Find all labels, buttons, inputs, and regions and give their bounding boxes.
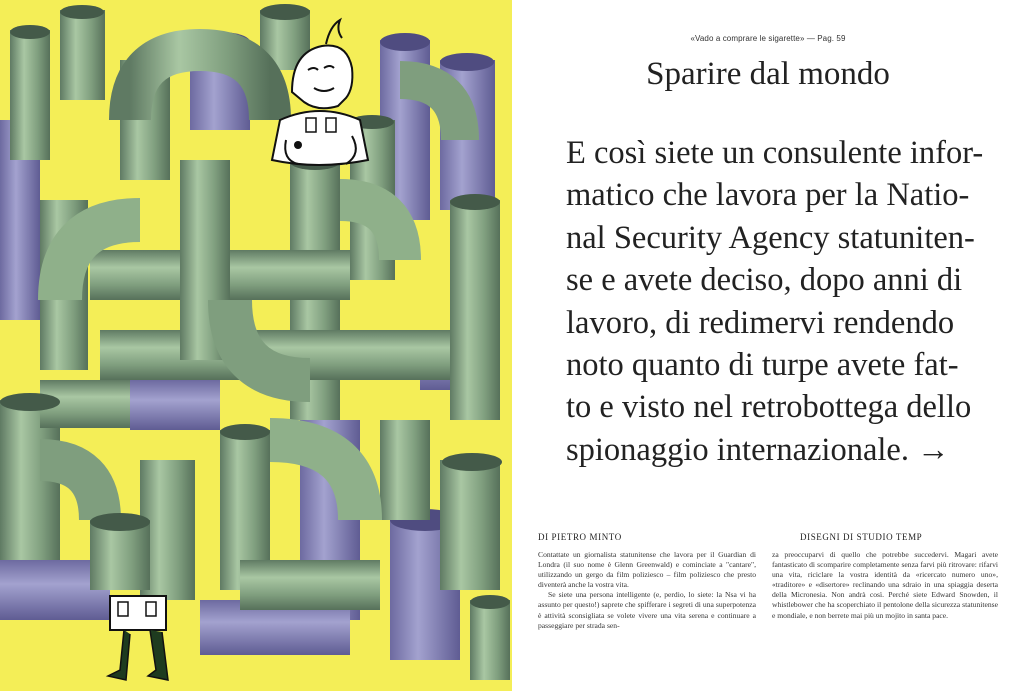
running-head: «Vado a comprare le sigarette» — Pag. 59: [690, 34, 846, 43]
body-paragraph: za preoccuparvi di quello che potrebbe succedervi. Magari avete fantasticato di scomparire completamente senza farvi più ritrovare: rifarvi una vita, riciclare la vostra identità da «ricercato numero uno», «traditore» e «disertore» reclinando una sdraio in una spiaggia deserta della Micronesia. Non andrà così. Perché siete Edward Snowden, il whistlebower che ha scoperchiato il pentolone della sicurezza statunitense e mondiale, e non berrete mai più un mojito in santa pace.: [772, 550, 998, 620]
lede-line: E così siete un consulente infor-: [566, 135, 984, 171]
lede-line: to e visto nel retrobottega dello: [566, 389, 972, 426]
article-lede: [566, 132, 1006, 471]
body-paragraph: Se siete una persona intelligente (e, perdio, lo siete: la Nsa vi ha assunto per questo!) saprete che spifferare i segreti di una superpotenza è attività sconsigliata se volete vivere una vita serena e continuare a passeggiare per strada sen-: [538, 590, 756, 630]
lede-line: se e avete deciso, dopo anni di: [566, 262, 963, 299]
body-column-1: [538, 550, 756, 631]
body-paragraph: Contattate un giornalista statunitense che lavora per il Guardian di Londra (il suo nome è Glenn Greenwald) e cominciate a "cantare", utilizzando un gergo da film poliziesco – film poliziesco che presto diventerà anche la vostra vita.: [538, 550, 756, 590]
lede-line: noto quanto di turpe avete fat-: [566, 347, 959, 384]
lede-line: nal Security Agency statuniten-: [566, 219, 975, 256]
byline-illustration-credit: DISEGNI DI STUDIO TEMP: [800, 532, 923, 542]
byline-author: DI PIETRO MINTO: [538, 532, 622, 542]
article-title: Sparire dal mondo: [646, 56, 890, 92]
body-column-2: [772, 550, 998, 621]
lede-line: matico che lavora per la Natio-: [566, 177, 970, 214]
lede-line: spionaggio internazionale. →: [566, 431, 950, 468]
lede-line: lavoro, di redimervi rendendo: [566, 304, 955, 341]
